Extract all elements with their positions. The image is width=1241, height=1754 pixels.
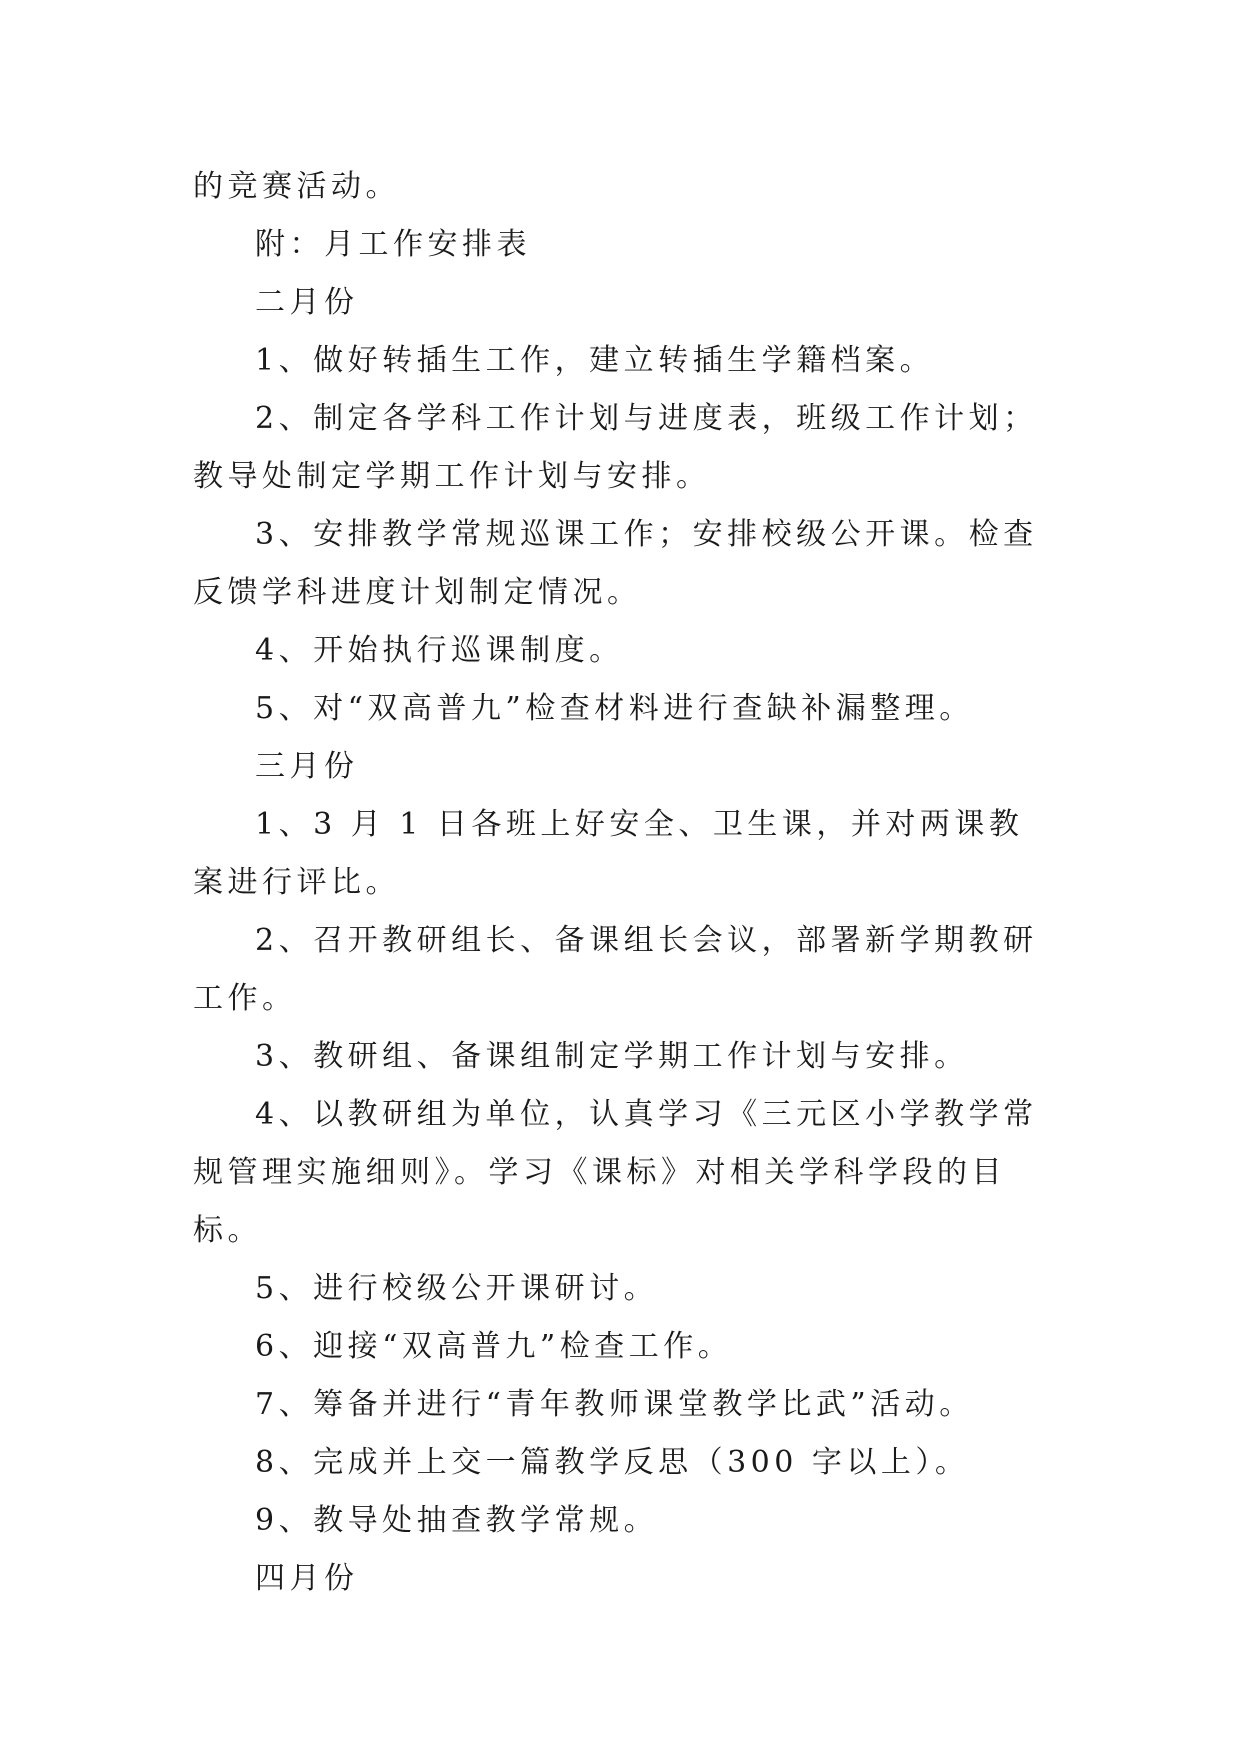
list-item: 1、3 月 1 日各班上好安全、卫生课，并对两课教案进行评比。 <box>193 807 1024 900</box>
list-item: 6、迎接“双高普九”检查工作。 <box>255 1329 733 1364</box>
month-heading-february: 二月份 <box>255 285 359 320</box>
list-item: 9、教导处抽查教学常规。 <box>255 1503 659 1538</box>
list-item: 4、开始执行巡课制度。 <box>255 633 624 668</box>
month-heading-april: 四月份 <box>255 1561 359 1596</box>
attachment-heading: 附：月工作安排表 <box>255 227 531 262</box>
list-item: 5、进行校级公开课研讨。 <box>255 1271 659 1306</box>
list-item: 3、安排教学常规巡课工作；安排校级公开课。检查反馈学科进度计划制定情况。 <box>193 517 1038 610</box>
list-item: 8、完成并上交一篇教学反思（300 字以上）。 <box>255 1445 970 1480</box>
month-heading-march: 三月份 <box>255 749 359 784</box>
list-item: 5、对“双高普九”检查材料进行查缺补漏整理。 <box>255 691 974 726</box>
document-body <box>193 158 1053 1608</box>
list-item: 2、制定各学科工作计划与进度表，班级工作计划；教导处制定学期工作计划与安排。 <box>193 401 1038 494</box>
list-item: 2、召开教研组长、备课组长会议，部署新学期教研工作。 <box>193 923 1038 1016</box>
list-item: 7、筹备并进行“青年教师课堂教学比武”活动。 <box>255 1387 974 1422</box>
list-item: 3、教研组、备课组制定学期工作计划与安排。 <box>255 1039 969 1074</box>
list-item: 4、以教研组为单位，认真学习《三元区小学教学常规管理实施细则》。学习《课标》对相关学科学段的目标。 <box>193 1097 1038 1248</box>
paragraph-continuation: 的竞赛活动。 <box>193 169 400 204</box>
list-item: 1、做好转插生工作，建立转插生学籍档案。 <box>255 343 935 378</box>
